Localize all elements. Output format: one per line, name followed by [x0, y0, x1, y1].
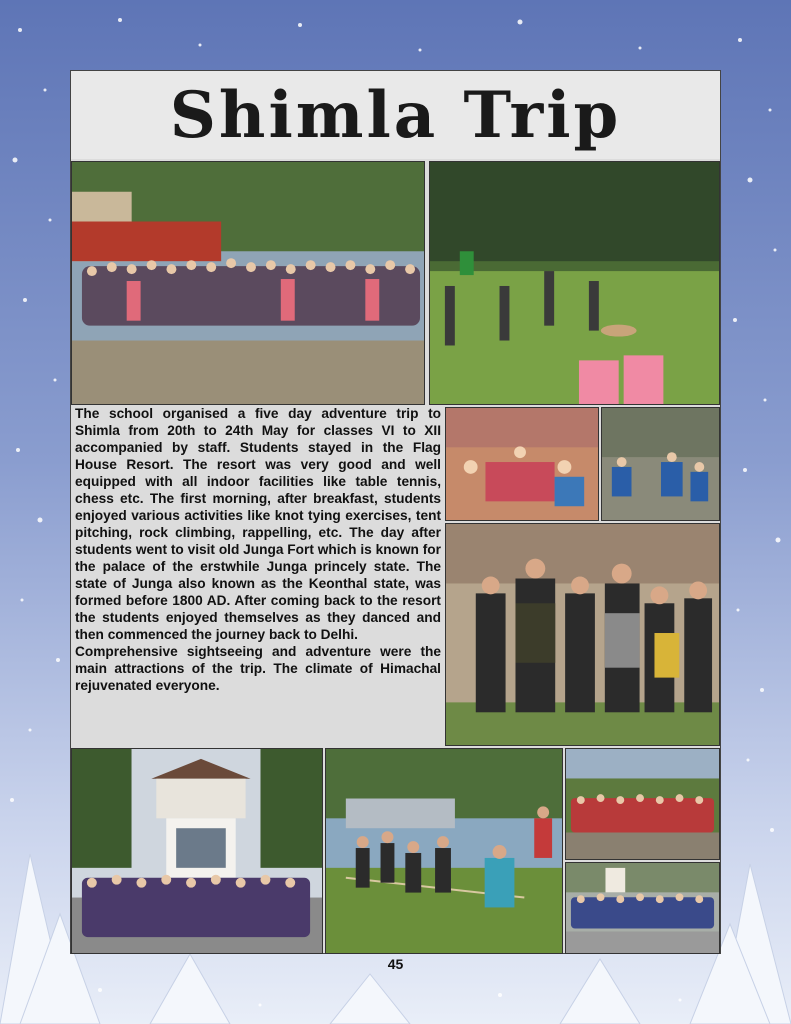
photo-lawn-activities: [429, 161, 720, 405]
article-paragraph-1: The school organised a five day adventure trip to Shimla from 20th to 24th May for classes VI to XII accompanied by staff. Students stayed in the Flag House Resort. The resort was very good and well equipped with all indoor facilities like table tennis, chess etc. The first morning, after breakfast, students enjoyed various activities like knot tying exercises, tent pitching, rock climbing, rappelling, etc. The day after students went to visit old Junga Fort which is known for the palace of the erstwhile Junga princely state. The state of Junga also known as the Keonthal state, was formed before 1800 AD. After coming back to the resort the students enjoyed themselves as they danced and then commenced the journey back to Delhi.: [75, 406, 441, 642]
photo-junga-fort-group: [71, 748, 323, 954]
photo-courtyard-crowd: [601, 407, 720, 521]
photo-tug-of-war: [325, 748, 563, 954]
photo-dining-hall: [445, 407, 599, 521]
page-title: Shimla Trip: [169, 77, 622, 153]
photo-students-portrait: [445, 523, 720, 746]
article-panel: [70, 70, 721, 954]
photo-courtyard-group: [565, 862, 720, 954]
photo-group-at-resort: [71, 161, 425, 405]
article-text: [75, 405, 441, 694]
article-paragraph-2: Comprehensive sightseeing and adventure were the main attractions of the trip. The climate of Himachal rejuvenated everyone.: [75, 644, 441, 693]
title-band: [71, 71, 720, 159]
photo-hillside-group: [565, 748, 720, 860]
page-number: 45: [387, 956, 404, 972]
